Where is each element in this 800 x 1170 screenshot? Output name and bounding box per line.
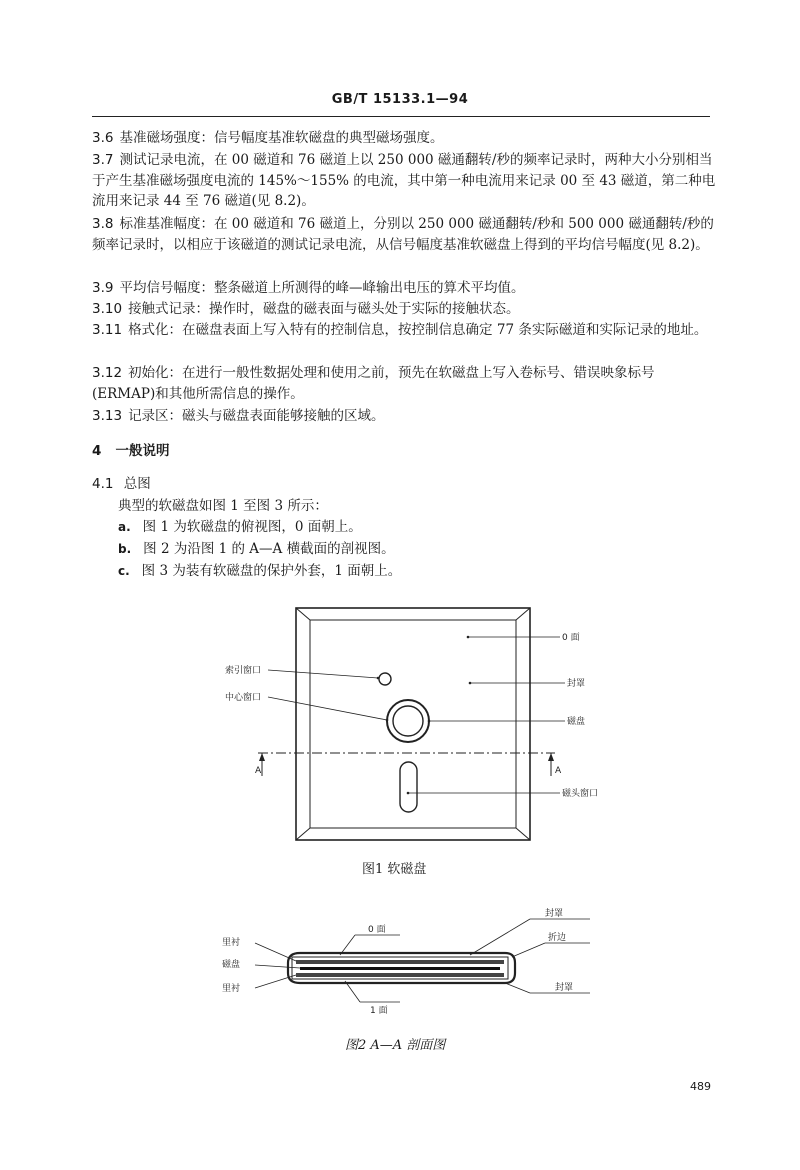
para-text: 接触式记录：操作时，磁盘的磁表面与磁头处于实际的接触状态。	[128, 301, 520, 317]
para-3-11	[92, 320, 717, 341]
label-disk: 磁盘	[567, 717, 586, 727]
jacket-outline	[296, 608, 530, 840]
subsection-number: 4.1	[92, 476, 114, 492]
para-3-9	[92, 278, 717, 299]
para-3-7	[92, 150, 717, 212]
center-hole-inner	[393, 706, 423, 736]
label-liner-bottom: 里衬	[222, 984, 241, 994]
section-title: 一般说明	[115, 443, 170, 459]
list-marker: c.	[118, 564, 130, 578]
list-item	[118, 561, 401, 581]
disk-layer	[300, 967, 500, 970]
label-fold: 折边	[548, 933, 567, 943]
liner-top	[296, 960, 504, 964]
para-text: 基准磁场强度：信号幅度基准软磁盘的典型磁场强度。	[119, 130, 444, 146]
para-3-12	[92, 363, 717, 404]
subsection-title: 总图	[123, 476, 151, 492]
list-text: 图 1 为软磁盘的俯视图，0 面朝上。	[142, 519, 362, 535]
head-window	[400, 762, 417, 812]
para-number: 3.10	[92, 301, 123, 317]
label-liner-top: 里衬	[222, 938, 241, 948]
para-text: 记录区：磁头与磁盘表面能够接触的区域。	[128, 408, 385, 424]
section-mark-left: A	[255, 766, 262, 776]
liner-bottom	[296, 973, 504, 977]
para-number: 3.7	[92, 152, 114, 168]
para-3-8	[92, 214, 717, 255]
para-3-10	[92, 299, 717, 320]
label-jacket-bottom: 封罩	[555, 983, 574, 993]
section-mark-right: A	[555, 766, 562, 776]
label-jacket-top: 封罩	[545, 909, 564, 919]
label-center-hole: 中心窗口	[225, 693, 262, 703]
page-header: GB/T 15133.1—94	[331, 92, 469, 107]
para-number: 3.8	[92, 216, 114, 232]
label-side-1: 1 面	[370, 1006, 388, 1016]
label-side-0: 0 面	[368, 925, 386, 935]
page-number: 489	[690, 1080, 711, 1093]
list-marker: a.	[118, 520, 131, 534]
para-number: 3.12	[92, 365, 123, 381]
para-text: 格式化：在磁盘表面上写入特有的控制信息，按控制信息确定 77 条实际磁道和实际记录的地址。	[128, 322, 708, 338]
jacket-inner-edge	[310, 620, 516, 828]
list-text: 图 2 为沿图 1 的 A—A 横截面的剖视图。	[143, 541, 395, 557]
label-jacket: 封罩	[567, 679, 586, 689]
para-3-6	[92, 128, 717, 149]
figure-1-floppy-disk-top-view	[0, 590, 800, 850]
list-item	[118, 539, 395, 559]
para-text: 测试记录电流，在 00 磁道和 76 磁道上以 250 000 磁通翻转/秒的频率记录时，两种大小分别相当于产生基准磁场强度电流的 145%～155% 的电流，其中第一种电流用来记录 00 至 43 磁道，第二种电流用来记录 44 至 76 磁道(见 8.2)。	[92, 152, 716, 209]
para-3-13	[92, 406, 717, 427]
label-disk: 磁盘	[222, 960, 241, 970]
para-number: 3.11	[92, 322, 123, 338]
para-number: 3.13	[92, 408, 123, 424]
para-text: 标准基准幅度：在 00 磁道和 76 磁道上，分别以 250 000 磁通翻转/秒和 500 000 磁通翻转/秒的频率记录时，以相应于该磁道的测试记录电流，从信号幅度基准软磁盘上得到的平均信号幅度(见 8.2)。	[92, 216, 714, 253]
para-text: 平均信号幅度：整条磁道上所测得的峰—峰输出电压的算术平均值。	[119, 280, 525, 296]
para-number: 3.9	[92, 280, 114, 296]
list-text: 图 3 为装有软磁盘的保护外套，1 面朝上。	[141, 563, 402, 579]
label-side-0: 0 面	[562, 633, 580, 643]
section-number: 4	[92, 443, 102, 459]
para-text: 初始化：在进行一般性数据处理和使用之前，预先在软磁盘上写入卷标号、错误映象标号(ERMAP)和其他所需信息的操作。	[92, 365, 655, 402]
label-index-hole: 索引窗口	[225, 666, 262, 676]
figure-1-caption: 图1 软磁盘	[362, 862, 427, 877]
para-number: 3.6	[92, 130, 114, 146]
figure-2-caption: 图2 A—A 剖面图	[345, 1038, 446, 1053]
header-rule	[92, 116, 710, 117]
list-marker: b.	[118, 542, 132, 556]
section-4-heading	[92, 441, 717, 462]
index-hole	[379, 673, 391, 685]
list-item	[118, 517, 362, 537]
figure-intro: 典型的软磁盘如图 1 至图 3 所示：	[118, 498, 328, 514]
label-head-window: 磁头窗口	[562, 789, 599, 799]
figure-2-cross-section	[0, 905, 800, 1020]
subsection-4-1-heading	[92, 474, 717, 495]
